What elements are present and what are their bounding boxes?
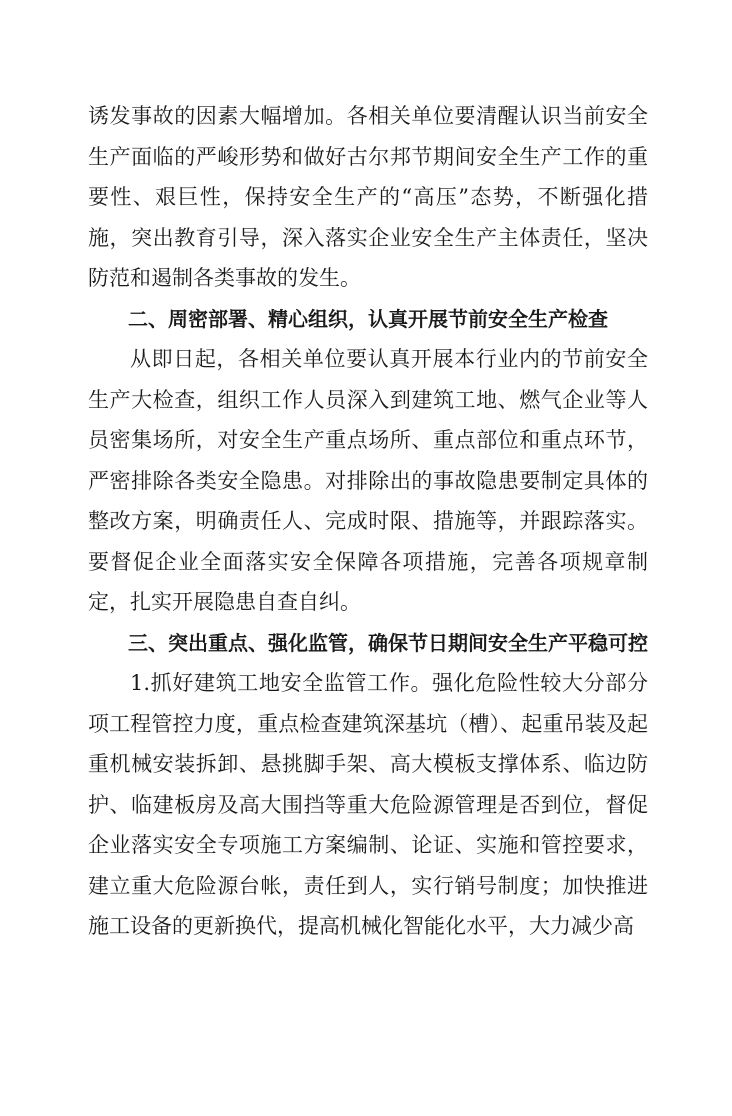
paragraph-3: 1.抓好建筑工地安全监管工作。强化危险性较大分部分项工程管控力度，重点检查建筑深基坑（槽）、起重吊装及起重机械安装拆卸、悬挑脚手架、高大模板支撑体系、临边防护、临建板房及高大围挡等重大危险源管理是否到位，督促企业落实安全专项施工方案编制、论证、实施和管控要求，建立重大危险源台帐，责任到人，实行销号制度；加快推进施工设备的更新换代，提高机械化智能化水平，大力减少高 — [88, 671, 648, 938]
document-body — [88, 96, 648, 947]
section-heading-2: 二、周密部署、精心组织，认真开展节前安全生产检查 — [128, 306, 608, 331]
paragraph-1: 诱发事故的因素大幅增加。各相关单位要清醒认识当前安全生产面临的严峻形势和做好古尔邦节期间安全生产工作的重要性、艰巨性，保持安全生产的“高压”态势，不断强化措施，突出教育引导，深入落实企业安全生产主体责任，坚决防范和遏制各类事故的发生。 — [88, 104, 648, 290]
paragraph-2: 从即日起，各相关单位要认真开展本行业内的节前安全生产大检查，组织工作人员深入到建筑工地、燃气企业等人员密集场所，对安全生产重点场所、重点部位和重点环节，严密排除各类安全隐患。对排除出的事故隐患要制定具体的整改方案，明确责任人、完成时限、措施等，并跟踪落实。要督促企业全面落实安全保障各项措施，完善各项规章制定，扎实开展隐患自查自纠。 — [88, 347, 648, 614]
section-heading-3: 三、突出重点、强化监管，确保节日期间安全生产平稳可控 — [128, 630, 648, 655]
